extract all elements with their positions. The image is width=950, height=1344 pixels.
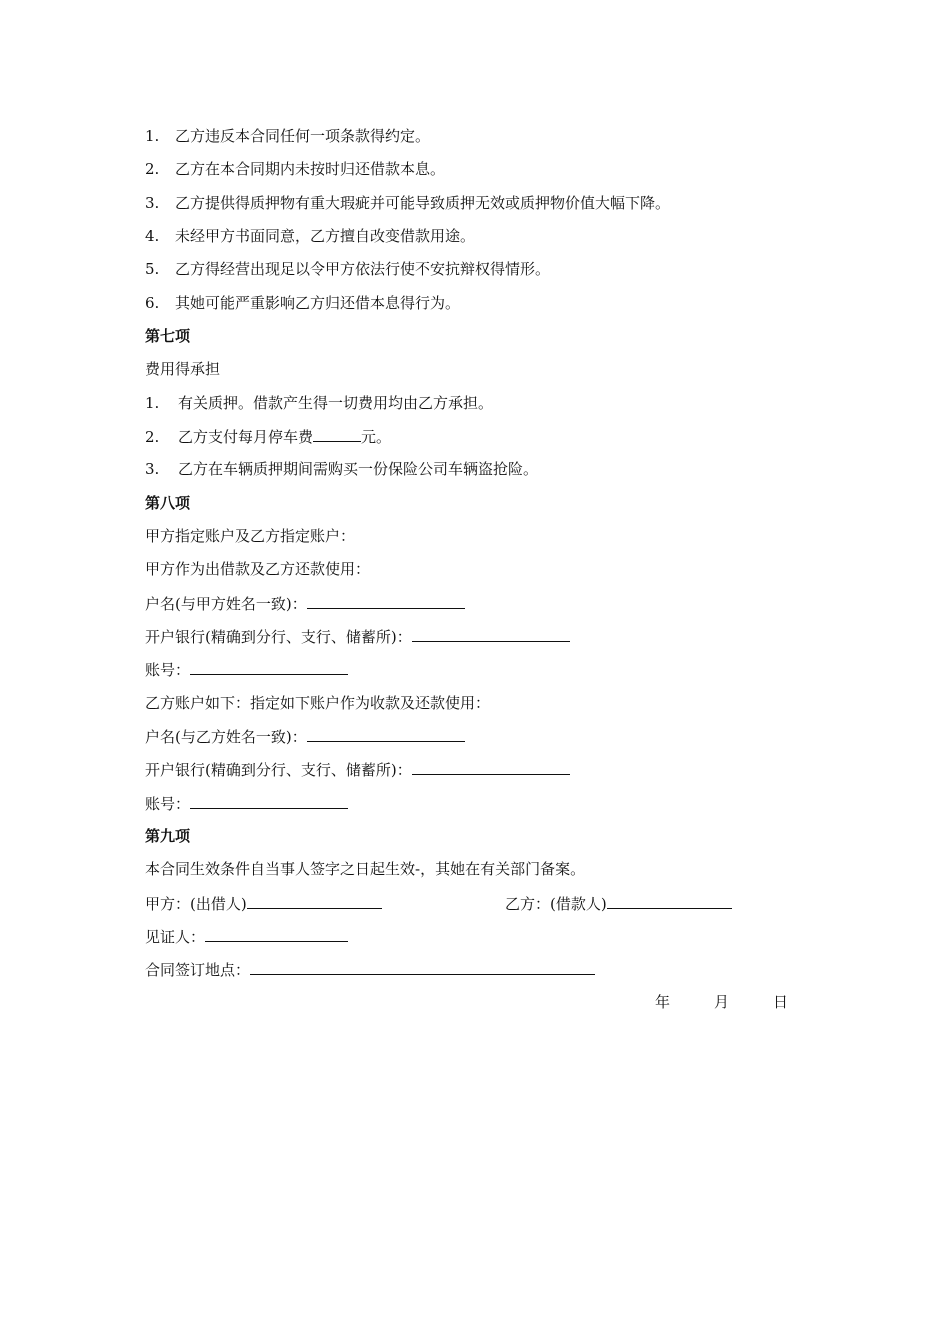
witness-row: [145, 925, 348, 947]
party-b-bank-row: [145, 758, 570, 780]
field-label: 开户银行(精确到分行、支行、储蓄所)：: [145, 628, 412, 646]
party-a-account-row: [145, 658, 348, 680]
field-label: 账号：: [145, 795, 191, 813]
section-heading: 第九项: [145, 827, 191, 845]
party-b-bank-field[interactable]: [412, 758, 570, 775]
witness-field[interactable]: [205, 925, 348, 942]
item-text-suffix: 元。: [361, 428, 392, 446]
paragraph: 甲方作为出借款及乙方还款使用：: [145, 560, 371, 578]
signing-place-row: [145, 958, 595, 980]
paragraph: 本合同生效条件自当事人签字之日起生效-，其她在有关部门备案。: [145, 860, 586, 878]
list-item: [145, 225, 475, 247]
item-text: 乙方支付每月停车费: [178, 428, 314, 446]
item-number: 3.: [145, 194, 160, 212]
item-number: 2.: [145, 160, 160, 178]
paragraph: 乙方账户如下：指定如下账户作为收款及还款使用：: [145, 694, 491, 712]
field-label: 账号：: [145, 661, 191, 679]
list-item: [145, 125, 430, 147]
item-number: 1.: [145, 394, 160, 412]
item-number: 2.: [145, 428, 160, 446]
item-number: 6.: [145, 294, 160, 312]
field-label: 户名(与乙方姓名一致)：: [145, 728, 307, 746]
party-a-signature-field[interactable]: [247, 892, 382, 909]
list-item: [145, 158, 445, 180]
section-heading: 第八项: [145, 494, 191, 512]
item-number: 1.: [145, 127, 160, 145]
date-row: [655, 991, 788, 1013]
field-label: 乙方：(借款人): [505, 895, 607, 913]
item-text: 有关质押。借款产生得一切费用均由乙方承担。: [178, 394, 494, 412]
field-label: 开户银行(精确到分行、支行、储蓄所)：: [145, 761, 412, 779]
party-a-bank-field[interactable]: [412, 625, 570, 642]
item-text: 乙方在本合同期内未按时归还借款本息。: [175, 160, 446, 178]
party-b-account-row: [145, 792, 348, 814]
paragraph: 甲方指定账户及乙方指定账户：: [145, 527, 356, 545]
item-number: 4.: [145, 227, 160, 245]
item-text: 乙方提供得质押物有重大瑕疵并可能导致质押无效或质押物价值大幅下降。: [175, 194, 671, 212]
list-item: [145, 258, 550, 280]
party-b-signature-field[interactable]: [607, 892, 732, 909]
field-label: 合同签订地点：: [145, 961, 251, 979]
party-a-bank-row: [145, 625, 570, 647]
field-label: 见证人：: [145, 928, 206, 946]
item-text: 乙方得经营出现足以令甲方依法行使不安抗辩权得情形。: [175, 260, 551, 278]
list-item: [145, 292, 460, 314]
section-heading: 第七项: [145, 327, 191, 345]
day-label: 日: [773, 993, 789, 1011]
list-item: [145, 425, 391, 447]
year-label: 年: [655, 993, 671, 1011]
party-b-name-row: [145, 725, 465, 747]
list-item: [145, 192, 670, 214]
party-b-name-field[interactable]: [307, 725, 465, 742]
list-item: [145, 458, 538, 480]
item-text: 其她可能严重影响乙方归还借本息得行为。: [175, 294, 461, 312]
section-title: 费用得承担: [145, 360, 221, 378]
month-label: 月: [714, 993, 730, 1011]
fee-blank-field[interactable]: [313, 425, 361, 442]
item-text: 乙方在车辆质押期间需购买一份保险公司车辆盗抢险。: [178, 460, 539, 478]
signing-place-field[interactable]: [250, 958, 595, 975]
party-b-signature-row: [505, 892, 732, 914]
item-number: 5.: [145, 260, 160, 278]
item-text: 乙方违反本合同任何一项条款得约定。: [175, 127, 431, 145]
field-label: 户名(与甲方姓名一致)：: [145, 595, 307, 613]
party-a-signature-row: [145, 892, 382, 914]
item-text: 未经甲方书面同意，乙方擅自改变借款用途。: [175, 227, 476, 245]
list-item: [145, 392, 493, 414]
party-a-account-field[interactable]: [190, 658, 348, 675]
item-number: 3.: [145, 460, 160, 478]
party-a-name-row: [145, 592, 465, 614]
party-b-account-field[interactable]: [190, 792, 348, 809]
party-a-name-field[interactable]: [307, 592, 465, 609]
field-label: 甲方：(出借人): [145, 895, 247, 913]
